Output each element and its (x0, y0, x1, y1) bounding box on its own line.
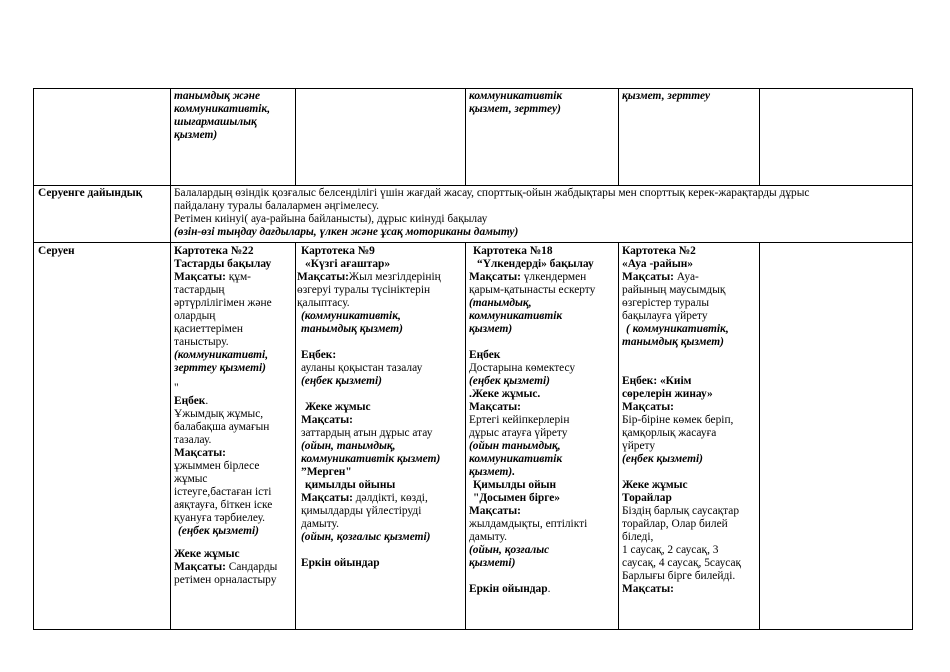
card-title: Картотекa №2 (622, 245, 696, 257)
cell-line: пайдалану туралы балалармен әңгімелесу. (174, 200, 379, 212)
cell-line: ауланы қоқыстан тазалау (301, 362, 423, 374)
activity-tag: танымдық қызмет) (301, 323, 403, 335)
cell-line: қарым-қатынасты ескерту (469, 284, 596, 296)
game-title: "Досымен бірге» (473, 492, 560, 504)
goal-text: үлкендермен (520, 271, 587, 283)
row3-col3-cell (469, 245, 617, 596)
activity-tag: (танымдық, (469, 297, 532, 309)
goal-text: дәлдікті, көзді, (352, 492, 428, 504)
cell-line: Барлығы бірге билейді. (622, 570, 736, 582)
row-label-text: Серуен (38, 245, 75, 257)
labor-heading: Еңбек: «Киім (622, 375, 692, 387)
cell-line: аяқтауға, біткен іске (174, 499, 273, 511)
card-subtitle: «Күзгі ағаштар» (305, 258, 391, 270)
goal-line (469, 271, 617, 284)
cell-line: Бір-біріне көмек беріп, (622, 414, 734, 426)
table-col-divider (618, 242, 619, 630)
goal-label: Мақсаты: (297, 271, 349, 283)
goal-label: Мақсаты: (174, 447, 226, 459)
card-title: Картотекa №22 (174, 245, 254, 257)
goal-label: Мақсаты: (622, 583, 674, 595)
cell-line: Ұжымдық жұмыс, (174, 408, 264, 420)
goal-line (297, 492, 463, 505)
cell-line: үйрету (622, 440, 656, 452)
card-subtitle: «Ауа -райын» (622, 258, 693, 270)
table-col-divider (465, 242, 466, 630)
cell-line: саусақ, 4 саусақ, 5саусақ (622, 557, 742, 569)
cell-line: Ертегі кейіпкерлерін (469, 414, 570, 426)
row1-col4-cell (622, 90, 756, 103)
goal-label: Мақсаты: (301, 492, 353, 504)
row2-label (38, 187, 168, 200)
cell-line: өзгеруі туралы түсініктерін (297, 284, 431, 296)
goal-label: Мақсаты: (622, 271, 674, 283)
cell-line: әртүрлілігімен және (174, 297, 272, 309)
row1-col3-cell (469, 90, 615, 116)
goal-label: Мақсаты: (174, 561, 226, 573)
table-col-divider (170, 88, 171, 630)
table-row-divider (33, 242, 913, 243)
cell-line: жұмыс (174, 473, 208, 485)
card-title: Картотекa №9 (301, 245, 375, 257)
cell-line: олардың (174, 310, 216, 322)
cell-line: қалыптасу. (297, 297, 350, 309)
activity-tag: қызмет). (469, 466, 516, 478)
cell-line: торайлар, Олар билей (622, 518, 728, 530)
cell-line: қимылдарды үйлестіруді (301, 505, 422, 517)
goal-label: Мақсаты: (622, 401, 674, 413)
labor-dot: . (205, 395, 209, 407)
row3-col4-cell (622, 245, 758, 596)
table-col-divider (618, 88, 619, 185)
activity-tag: танымдық қызмет) (622, 336, 724, 348)
free-games-line (469, 583, 617, 596)
cell-line: ретімен орналастыру (174, 574, 277, 586)
goal-text: құм- (225, 271, 251, 283)
cell-line: Біздің барлық саусақтар (622, 505, 740, 517)
goal-line (174, 561, 294, 574)
goal-line (622, 271, 758, 284)
labor-label: Еңбек (174, 395, 206, 407)
labor-heading: Еңбек (469, 349, 501, 361)
cell-line: Балалардың өзіндік қозғалыс белсенділігі үшін жағдай жасау, спорттық-ойын жабдықтары мен спорттық керек-жарақтарды дұрыс (174, 187, 810, 199)
solo-heading: Жеке жұмыс (622, 479, 688, 491)
solo-heading: .Жеке жұмыс. (469, 388, 541, 400)
goal-label: Мақсаты: (469, 401, 521, 413)
activity-tag: (ойын, қозғалыс қызметі) (301, 531, 431, 543)
activity-tag: коммуникативтік (469, 453, 563, 465)
table-border-right (912, 88, 913, 630)
goal-line (297, 271, 463, 284)
cell-line: (өзін-өзі тыңдау дағдылары, үлкен және ұсақ моториканы дамыту) (174, 226, 519, 238)
table-border-left (33, 88, 34, 630)
cell-line: шығармашылық (174, 116, 257, 128)
table-row-divider (33, 185, 913, 186)
cell-line: бақылауға үйрету (622, 310, 708, 322)
cell-line: заттардың атын дұрыс атау (301, 427, 433, 439)
goal-text: Жыл мезгілдерінің (348, 271, 441, 283)
labor-heading: сөрелерін жинау» (622, 388, 713, 400)
cell-line: қызмет, зерттеу) (469, 103, 561, 115)
goal-label: Мақсаты: (469, 505, 521, 517)
cell-line: Ретімен киінуі( ауа-райына байланысты), дұрыс киінуді бақылау (174, 213, 488, 225)
activity-tag: (ойын, танымдық, (301, 440, 396, 452)
cell-line: 1 саусақ, 2 саусақ, 3 (622, 544, 719, 556)
activity-tag: қызмет) (469, 323, 513, 335)
cell-line: коммуникативтік, (174, 103, 271, 115)
cell-line: Достарына көмектесу (469, 362, 576, 374)
quote-mark: " (174, 382, 179, 394)
row1-col1-cell (174, 90, 292, 142)
goal-text: Сандарды (225, 561, 278, 573)
activity-tag: зерттеу қызметі) (174, 362, 266, 374)
activity-tag: (ойын танымдық, (469, 440, 561, 452)
table-col-divider (295, 88, 296, 185)
cell-line: жылдамдықты, ептілікті (469, 518, 588, 530)
activity-tag: (ойын, қозғалыс (469, 544, 550, 556)
cell-line: таныстыру. (174, 336, 229, 348)
goal-text: Ауа- (673, 271, 699, 283)
cell-line: істеугe,бастаған істі (174, 486, 272, 498)
cell-line: қызмет) (174, 129, 218, 141)
cell-line: өзгерістер туралы (622, 297, 709, 309)
free-games-dot: . (547, 583, 551, 595)
cell-line: тазалау. (174, 434, 212, 446)
cell-line: тастардың (174, 284, 225, 296)
table-col-divider (465, 88, 466, 185)
card-subtitle: “Үлкендерді» бақылау (477, 258, 594, 270)
goal-label: Мақсаты: (301, 414, 353, 426)
row-label-text: Серуенге дайындық (38, 187, 143, 199)
card-subtitle: Тастарды бақылау (174, 258, 272, 270)
card-title: Картотекa №18 (473, 245, 553, 257)
cell-line: балабақша аумағын (174, 421, 270, 433)
table-col-divider (295, 242, 296, 630)
row2-content (174, 187, 910, 239)
activity-tag: коммуникативтік (469, 310, 563, 322)
goal-line (174, 271, 294, 284)
activity-tag: (еңбек қызметі) (622, 453, 703, 465)
labor-heading: Еңбек: (301, 349, 337, 361)
goal-label: Мақсаты: (469, 271, 521, 283)
cell-line: қамқорлық жасауға (622, 427, 717, 439)
activity-tag: (еңбек қызметі) (469, 375, 550, 387)
row3-label (38, 245, 168, 258)
activity-tag: қызметі) (469, 557, 516, 569)
free-games-heading: Еркін ойындар (469, 583, 548, 595)
cell-line: дамыту. (301, 518, 339, 530)
solo-heading: Жеке жұмыс (305, 401, 371, 413)
solo-subheading: Торайлар (622, 492, 672, 504)
solo-heading: Жеке жұмыс (174, 548, 240, 560)
cell-line: біледі, (622, 531, 654, 543)
table-border-bottom (33, 629, 913, 630)
cell-line: қуануға тәрбиелеу. (174, 512, 266, 524)
table-col-divider (759, 242, 760, 630)
cell-line: дамыту. (469, 531, 507, 543)
row3-col1-cell (174, 245, 294, 587)
activity-tag: коммуникативтік қызмет) (301, 453, 441, 465)
game-type: қимылды ойыны (305, 479, 396, 491)
cell-line: коммуникативтік (469, 90, 563, 102)
activity-tag: (еңбек қызметі) (301, 375, 382, 387)
row3-col2-cell (297, 245, 463, 570)
activity-tag: (еңбек қызметі) (178, 525, 259, 537)
cell-line: қызмет, зерттеу (622, 90, 711, 102)
game-type: Қимылды ойын (473, 479, 557, 491)
free-games-heading: Еркін ойындар (301, 557, 380, 569)
cell-line: райының маусымдық (622, 284, 726, 296)
activity-tag: (коммуникативтік, (301, 310, 401, 322)
activity-tag: (коммуникативті, (174, 349, 269, 361)
table-border-top (33, 88, 913, 89)
schedule-table (33, 88, 913, 630)
goal-label: Мақсаты: (174, 271, 226, 283)
cell-line: қасиеттерімен (174, 323, 244, 335)
labor-heading (174, 395, 294, 408)
table-col-divider (759, 88, 760, 185)
cell-line: дұрыс атауға үйрету (469, 427, 568, 439)
activity-tag: ( коммуникативтік, (626, 323, 729, 335)
game-title: ”Мерген" (301, 466, 352, 478)
cell-line: танымдық және (174, 90, 261, 102)
cell-line: ұжыммен бірлесе (174, 460, 260, 472)
